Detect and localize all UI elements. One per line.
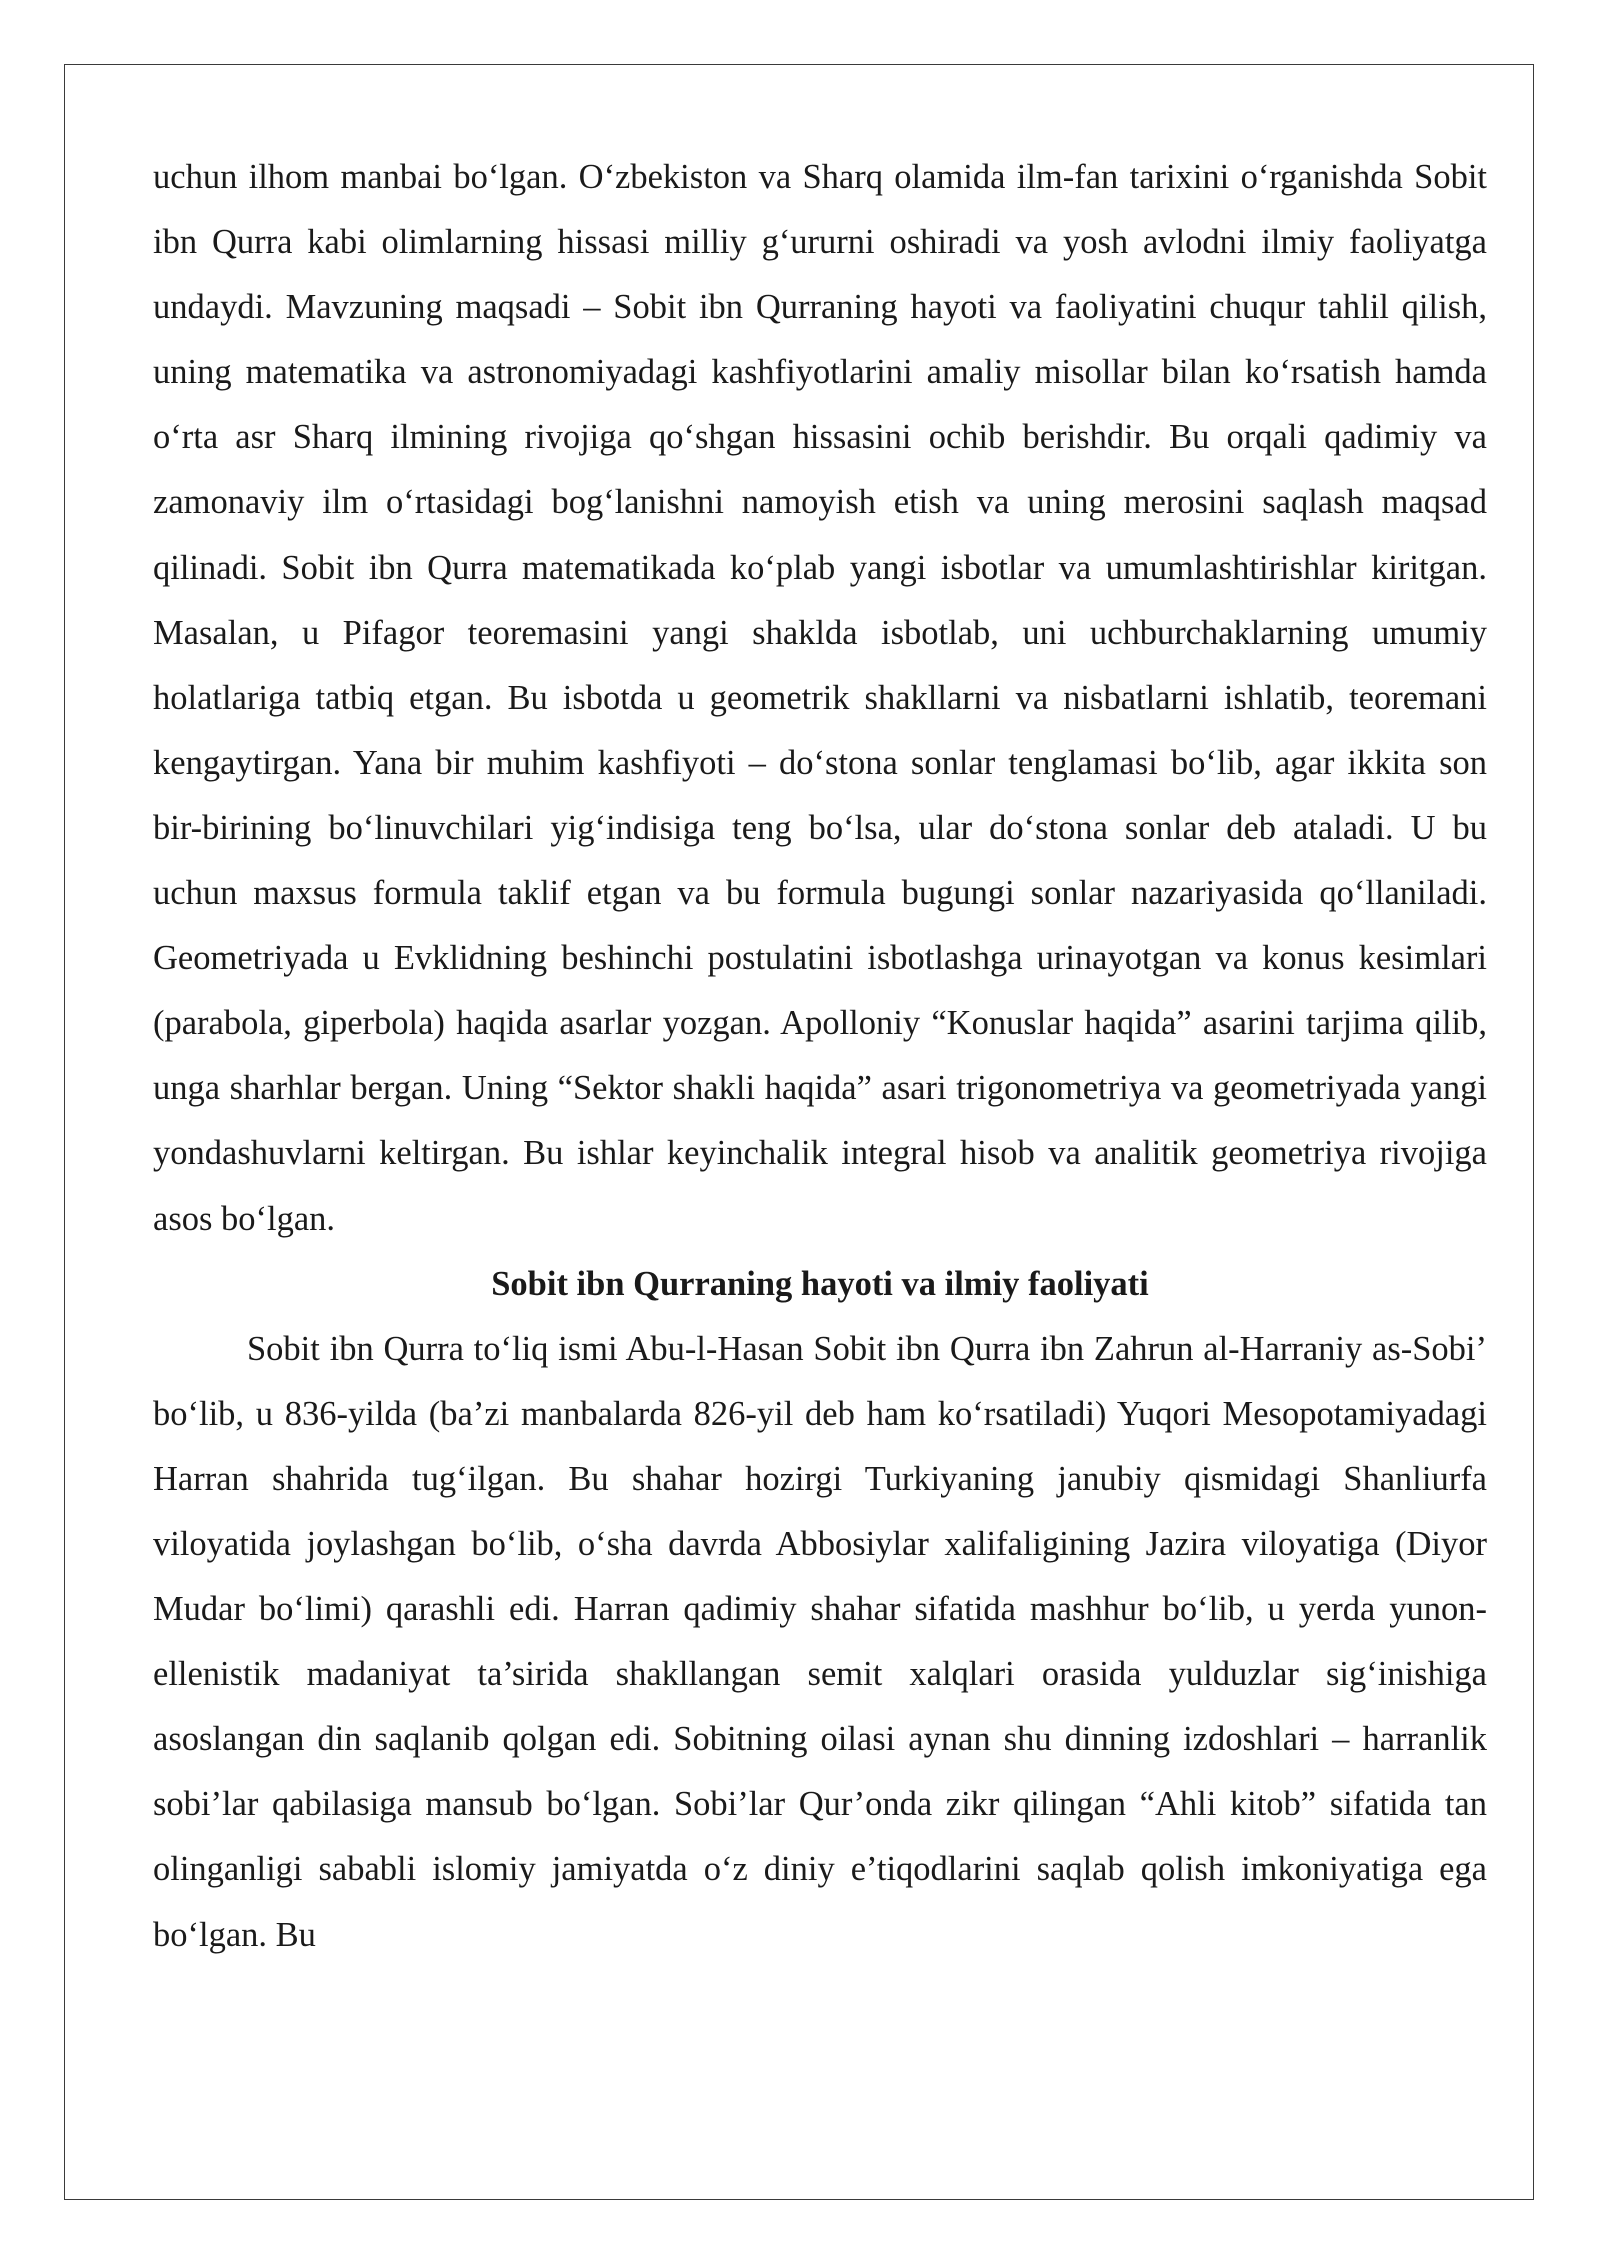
document-body	[153, 145, 1487, 1968]
paragraph-section: Sobit ibn Qurra to‘liq ismi Abu-l-Hasan Sobit ibn Qurra ibn Zahrun al-Harraniy as-Sobi’ bo‘lib, u 836-yilda (ba’zi manbalarda 826-yil deb ham ko‘rsatiladi) Yuqori Mesopotamiyadagi Harran shahrida tug‘ilgan. Bu shahar hozirgi Turkiyaning janubiy qismidagi Shanliurfa viloyatida joylashgan bo‘lib, o‘sha davrda Abbosiylar xalifaligining Jazira viloyatiga (Diyor Mudar bo‘limi) qarashli edi. Harran qadimiy shahar sifatida mashhur bo‘lib, u yerda yunon-ellenistik madaniyat ta’sirida shakllangan semit xalqlari orasida yulduzlar sig‘inishiga asoslangan din saqlanib qolgan edi. Sobitning oilasi aynan shu dinning izdoshlari – harranlik sobi’lar qabilasiga mansub bo‘lgan. Sobi’lar Qur’onda zikr qilingan “Ahli kitob” sifatida tan olinganligi sababli islomiy jamiyatda o‘z diniy e’tiqodlarini saqlab qolish imkoniyatiga ega bo‘lgan. Bu	[153, 1329, 1487, 1954]
paragraph-continued: uchun ilhom manbai bo‘lgan. O‘zbekiston va Sharq olamida ilm-fan tarixini o‘rganishda Sobit ibn Qurra kabi olimlarning hissasi milliy g‘ururni oshiradi va yosh avlodni ilmiy faoliyatga undaydi. Mavzuning maqsadi – Sobit ibn Qurraning hayoti va faoliyatini chuqur tahlil qilish, uning matematika va astronomiyadagi kashfiyotlarini amaliy misollar bilan ko‘rsatish hamda o‘rta asr Sharq ilmining rivojiga qo‘shgan hissasini ochib berishdir. Bu orqali qadimiy va zamonaviy ilm o‘rtasidagi bog‘lanishni namoyish etish va uning merosini saqlash maqsad qilinadi. Sobit ibn Qurra matematikada ko‘plab yangi isbotlar va umumlashtirishlar kiritgan. Masalan, u Pifagor teoremasini yangi shaklda isbotlab, uni uchburchaklarning umumiy holatlariga tatbiq etgan. Bu isbotda u geometrik shakllarni va nisbatlarni ishlatib, teoremani kengaytirgan. Yana bir muhim kashfiyoti – do‘stona sonlar tenglamasi bo‘lib, agar ikkita son bir-birining bo‘linuvchilari yig‘indisiga teng bo‘lsa, ular do‘stona sonlar deb ataladi. U bu uchun maxsus formula taklif etgan va bu formula bugungi sonlar nazariyasida qo‘llaniladi. Geometriyada u Evklidning beshinchi postulatini isbotlashga urinayotgan va konus kesimlari (parabola, giperbola) haqida asarlar yozgan. Apolloniy “Konuslar haqida” asarini tarjima qilib, unga sharhlar bergan. Uning “Sektor shakli haqida” asari trigonometriya va geometriyada yangi yondashuvlarni keltirgan. Bu ishlar keyinchalik integral hisob va analitik geometriya rivojiga asos bo‘lgan.	[153, 158, 1487, 1238]
section-heading: Sobit ibn Qurraning hayoti va ilmiy faoliyati	[491, 1264, 1149, 1303]
